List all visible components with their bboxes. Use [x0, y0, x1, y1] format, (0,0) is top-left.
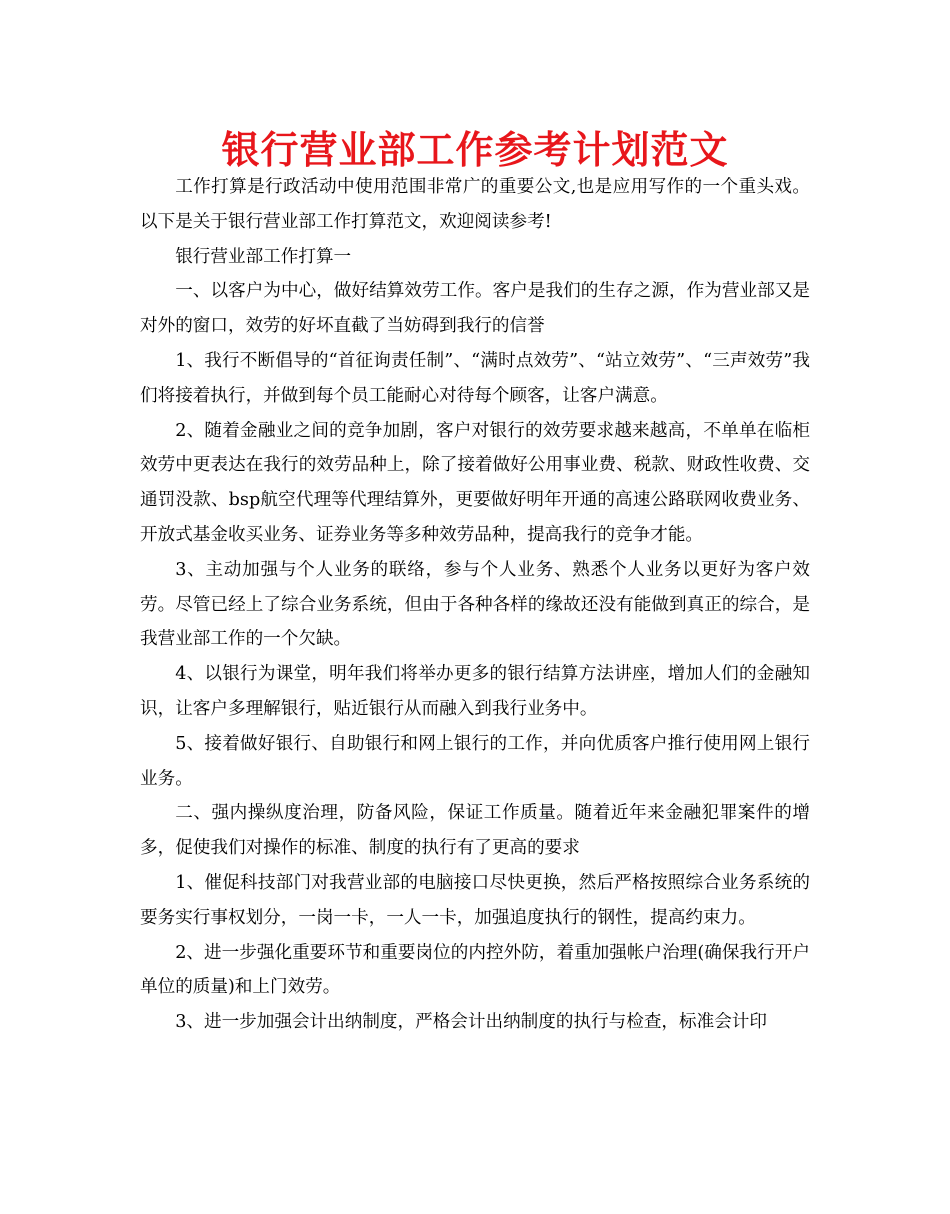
body-paragraph: 3、主动加强与个人业务的联络，参与个人业务、熟悉个人业务以更好为客户效劳。尽管已经上了综合业务系统，但由于各种各样的缘故还没有能做到真正的综合，是我营业部工作的一个欠缺。	[140, 559, 810, 650]
document-body	[140, 170, 810, 1040]
body-paragraph: 一、以客户为中心，做好结算效劳工作。客户是我们的生存之源，作为营业部又是对外的窗口，效劳的好坏直截了当妨碍到我行的信誉	[140, 281, 810, 337]
body-paragraph: 2、进一步强化重要环节和重要岗位的内控外防，着重加强帐户治理(确保我行开户单位的质量)和上门效劳。	[140, 942, 810, 998]
intro-paragraph: 工作打算是行政活动中使用范围非常广的重要公文,也是应用写作的一个重头戏。以下是关于银行营业部工作打算范文，欢迎阅读参考!	[140, 177, 810, 232]
body-paragraph: 二、强内操纵度治理，防备风险，保证工作质量。随着近年来金融犯罪案件的增多，促使我们对操作的标准、制度的执行有了更高的要求	[140, 803, 810, 859]
body-paragraph: 1、我行不断倡导的“首征询责任制”、“满时点效劳”、“站立效劳”、“三声效劳”我们将接着执行，并做到每个员工能耐心对待每个顾客，让客户满意。	[140, 350, 810, 406]
section-heading: 银行营业部工作打算一	[175, 246, 352, 267]
body-paragraph: 3、进一步加强会计出纳制度，严格会计出纳制度的执行与检查，标准会计印	[175, 1012, 767, 1033]
body-paragraph: 4、以银行为课堂，明年我们将举办更多的银行结算方法讲座，增加人们的金融知识，让客户多理解银行，贴近银行从而融入到我行业务中。	[140, 664, 810, 719]
body-paragraph: 5、接着做好银行、自助银行和网上银行的工作，并向优质客户推行使用网上银行业务。	[140, 733, 810, 789]
page-title: 银行营业部工作参考计划范文	[221, 128, 729, 172]
body-paragraph: 1、催促科技部门对我营业部的电脑接口尽快更换，然后严格按照综合业务系统的要务实行事权划分，一岗一卡，一人一卡，加强追度执行的钢性，提高约束力。	[140, 872, 810, 928]
body-paragraph: 2、随着金融业之间的竞争加剧，客户对银行的效劳要求越来越高，不单单在临柜效劳中更表达在我行的效劳品种上，除了接着做好公用事业费、税款、财政性收费、交通罚没款、bsp航空代理等代理结算外，更要做好明年开通的高速公路联网收费业务、开放式基金收买业务、证券业务等多种效劳品种，提高我行的竞争才能。	[140, 420, 810, 545]
